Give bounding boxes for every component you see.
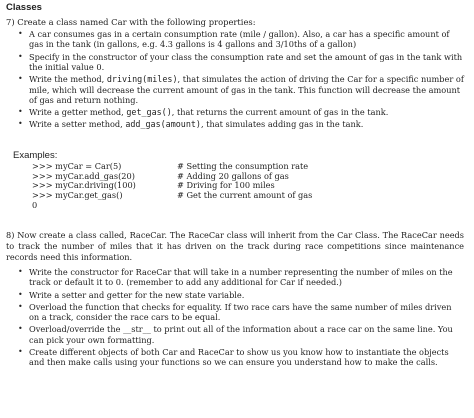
- requirement-item: • Overload the function that checks for equality. If two race cars have the same number of miles driven on a track, consider the race cars to be equal.: [18, 302, 464, 323]
- examples-title: Examples:: [13, 150, 58, 161]
- section-heading: Classes: [6, 2, 42, 13]
- example-code: >>> myCar.add_gas(20): [32, 170, 135, 181]
- method-name-get-gas: get_gas(): [126, 107, 172, 118]
- example-code: >>> myCar.get_gas(): [32, 190, 123, 201]
- requirement-item: • Specify in the constructor of your class the consumption rate and set the amount of gas in the tank with the initial value 0.: [18, 52, 464, 73]
- requirement-item: • Overload/override the __str__ to print out all of the information about a race car on the same line. You can pick your own formatting.: [18, 324, 464, 345]
- requirement-item: • Create different objects of both Car and RaceCar to show us you know how to instantiate the objects and then make calls using your functions so we can ensure you understand how to make the calls.: [18, 347, 464, 368]
- requirement-item: • Write a setter method, add_gas(amount), that simulates adding gas in the tank.: [18, 119, 464, 129]
- method-name-add-gas: add_gas(amount): [125, 119, 201, 130]
- requirement-item: • Write a setter and getter for the new state variable.: [18, 290, 464, 300]
- question-8-requirements: [18, 267, 464, 370]
- example-comment: # Get the current amount of gas: [177, 190, 313, 201]
- example-code: >>> myCar.driving(100): [32, 180, 136, 191]
- requirement-item: • Write the method, driving(miles), that simulates the action of driving the Car for a specific number of mile, which will decrease the current amount of gas in the tank. This function will decrease the amount of gas and return nothing.: [18, 74, 464, 105]
- example-comment: # Adding 20 gallons of gas: [177, 170, 289, 181]
- requirement-item: • Write the constructor for RaceCar that will take in a number representing the number of miles on the track or default it to 0. (remember to add any additional for Car if needed.): [18, 267, 464, 288]
- examples-block: [32, 162, 452, 210]
- question-8-intro: 8) Now create a class called, RaceCar. The RaceCar class will inherit from the Car Class. The RaceCar needs to track the number of miles that it has driven on the track during race competitions since maintenance records need this information.: [6, 230, 464, 263]
- example-comment: # Driving for 100 miles: [177, 180, 275, 191]
- example-output: 0: [32, 199, 38, 210]
- example-row: [32, 201, 452, 211]
- method-name-driving: driving(miles): [106, 74, 178, 85]
- question-7-requirements: [18, 29, 464, 132]
- example-comment: # Setting the consumption rate: [177, 161, 309, 171]
- requirement-item: • Write a getter method, get_gas(), that returns the current amount of gas in the tank.: [18, 107, 464, 117]
- requirement-item: • A car consumes gas in a certain consumption rate (mile / gallon). Also, a car has a specific amount of gas in the tank (in gallons, e.g. 4.3 gallons is 4 gallons and 3/10ths of a gallon): [18, 29, 464, 50]
- example-row: [32, 191, 452, 201]
- question-7-intro: 7) Create a class named Car with the following properties:: [6, 17, 256, 27]
- example-code: >>> myCar = Car(5): [32, 161, 122, 171]
